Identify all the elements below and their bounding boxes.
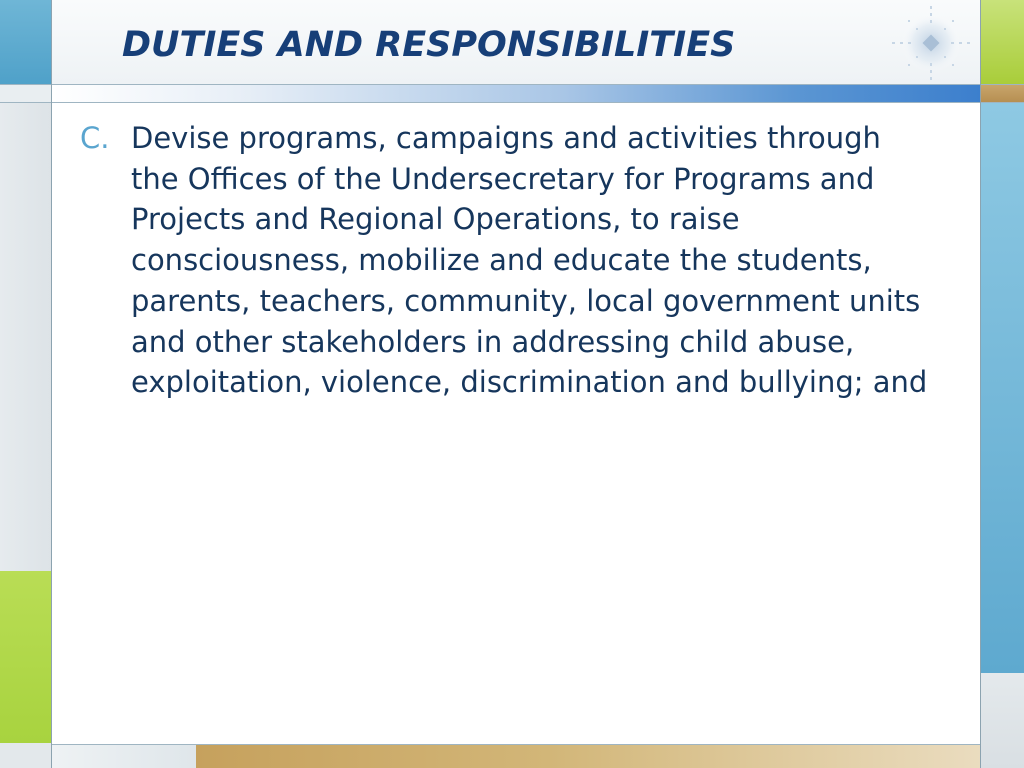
sparkle-icon: [888, 4, 974, 82]
top-left-accent-block: [0, 0, 51, 84]
bottom-gold-strip: [196, 745, 980, 768]
right-strip-block: [981, 85, 1024, 102]
left-strip-block: [0, 85, 51, 102]
left-column-block: [0, 103, 51, 571]
list-item-text: Devise programs, campaigns and activities through the Offices of the Undersecretary for Programs and Projects and Regional Operations, to raise consciousness, mobilize and educate the students, parents, teachers, community, local government units and other stakeholders in addressing child abuse, exploitation, violence, discrimination and bullying; and: [131, 121, 928, 400]
left-vertical-line: [51, 0, 52, 768]
bottom-left-block: [52, 745, 196, 768]
right-vertical-line: [980, 0, 981, 768]
right-column-block: [981, 103, 1024, 673]
list-item-marker: C.: [80, 121, 110, 155]
bullet-list: [80, 118, 930, 403]
strip-divider: [0, 102, 1024, 103]
gradient-strip: [52, 85, 980, 102]
left-bottom-block: [0, 743, 51, 768]
top-right-accent-block: [981, 0, 1024, 84]
left-green-block: [0, 571, 51, 743]
slide-title: DUTIES AND RESPONSIBILITIES: [122, 25, 736, 65]
right-bottom-block: [981, 673, 1024, 768]
list-item: [80, 118, 930, 403]
